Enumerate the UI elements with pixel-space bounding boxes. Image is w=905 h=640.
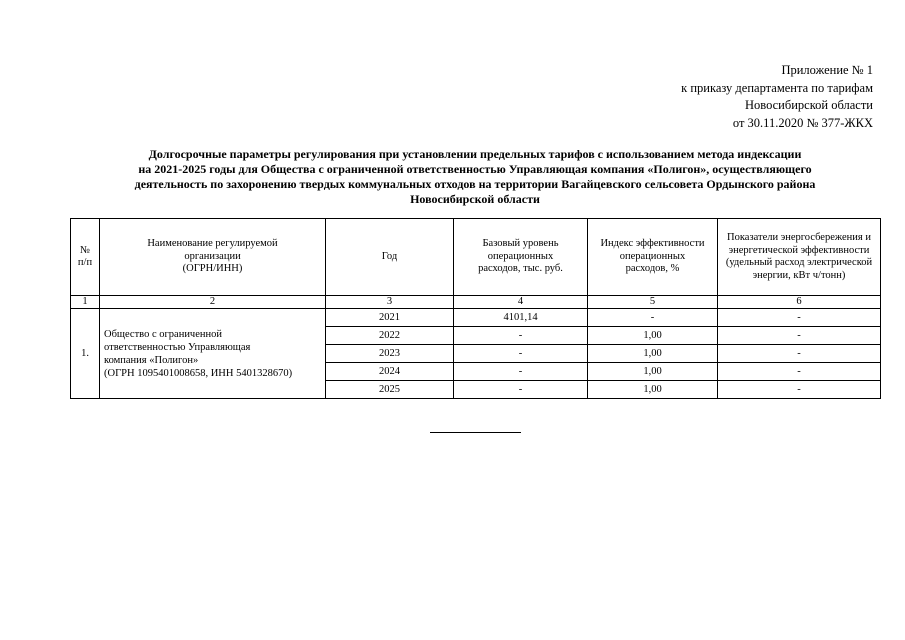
base-level-cell: - bbox=[454, 381, 588, 399]
title-line: деятельность по захоронению твердых коммунальных отходов на территории Вагайцевского сельсовета Ордынского района bbox=[134, 177, 816, 191]
year-cell: 2024 bbox=[326, 363, 454, 381]
column-number-row bbox=[71, 296, 881, 309]
year-cell: 2025 bbox=[326, 381, 454, 399]
header-cell-efficiency-index: Индекс эффективности операционных расходов, % bbox=[588, 219, 718, 296]
energy-cell: - bbox=[718, 363, 881, 381]
base-level-cell: - bbox=[454, 327, 588, 345]
column-number: 1 bbox=[71, 296, 100, 309]
column-number: 2 bbox=[100, 296, 326, 309]
base-level-cell: 4101,14 bbox=[454, 309, 588, 327]
header-cell-organization: Наименование регулируемой организации (ОГРН/ИНН) bbox=[100, 219, 326, 296]
efficiency-index-cell: 1,00 bbox=[588, 381, 718, 399]
column-number: 3 bbox=[326, 296, 454, 309]
year-cell: 2022 bbox=[326, 327, 454, 345]
organization-cell: Общество с ограниченной ответственностью Управляющая компания «Полигон» (ОГРН 1095401008658, ИНН 5401328670) bbox=[100, 309, 326, 399]
efficiency-index-cell: 1,00 bbox=[588, 363, 718, 381]
title-line: Новосибирской области bbox=[410, 192, 540, 206]
year-cell: 2023 bbox=[326, 345, 454, 363]
year-cell: 2021 bbox=[326, 309, 454, 327]
header-cell-energy: Показатели энергосбережения и энергетической эффективности (удельный расход электрической энергии, кВт ч/тонн) bbox=[718, 219, 881, 296]
appendix-line: к приказу департамента по тарифам bbox=[681, 80, 873, 95]
table-header-row bbox=[71, 219, 881, 296]
parameters-table bbox=[70, 218, 881, 399]
document-title bbox=[70, 147, 880, 207]
efficiency-index-cell: 1,00 bbox=[588, 345, 718, 363]
efficiency-index-cell: - bbox=[588, 309, 718, 327]
column-number: 6 bbox=[718, 296, 881, 309]
efficiency-index-cell: 1,00 bbox=[588, 327, 718, 345]
energy-cell: - bbox=[718, 345, 881, 363]
header-cell-year: Год bbox=[326, 219, 454, 296]
appendix-line: Новосибирской области bbox=[744, 98, 873, 112]
column-number: 4 bbox=[454, 296, 588, 309]
appendix-line: от 30.11.2020 № 377-ЖКХ bbox=[732, 115, 873, 130]
column-number: 5 bbox=[588, 296, 718, 309]
table-row bbox=[71, 309, 881, 327]
base-level-cell: - bbox=[454, 345, 588, 363]
title-line: на 2021-2025 годы для Общества с ограниченной ответственностью Управляющая компания «Полигон», осуществляющего bbox=[138, 162, 812, 176]
row-number-cell: 1. bbox=[71, 309, 100, 399]
title-line: Долгосрочные параметры регулирования при установлении предельных тарифов с использованием метода индексации bbox=[148, 147, 802, 161]
header-cell-number: № п/п bbox=[71, 219, 100, 296]
energy-cell: - bbox=[718, 327, 881, 345]
header-cell-base-level: Базовый уровень операционных расходов, тыс. руб. bbox=[454, 219, 588, 296]
closing-divider-line bbox=[430, 432, 521, 433]
base-level-cell: - bbox=[454, 363, 588, 381]
appendix-line: Приложение № 1 bbox=[781, 63, 873, 77]
appendix-block bbox=[681, 62, 873, 132]
energy-cell: - bbox=[718, 381, 881, 399]
energy-cell: - bbox=[718, 309, 881, 327]
